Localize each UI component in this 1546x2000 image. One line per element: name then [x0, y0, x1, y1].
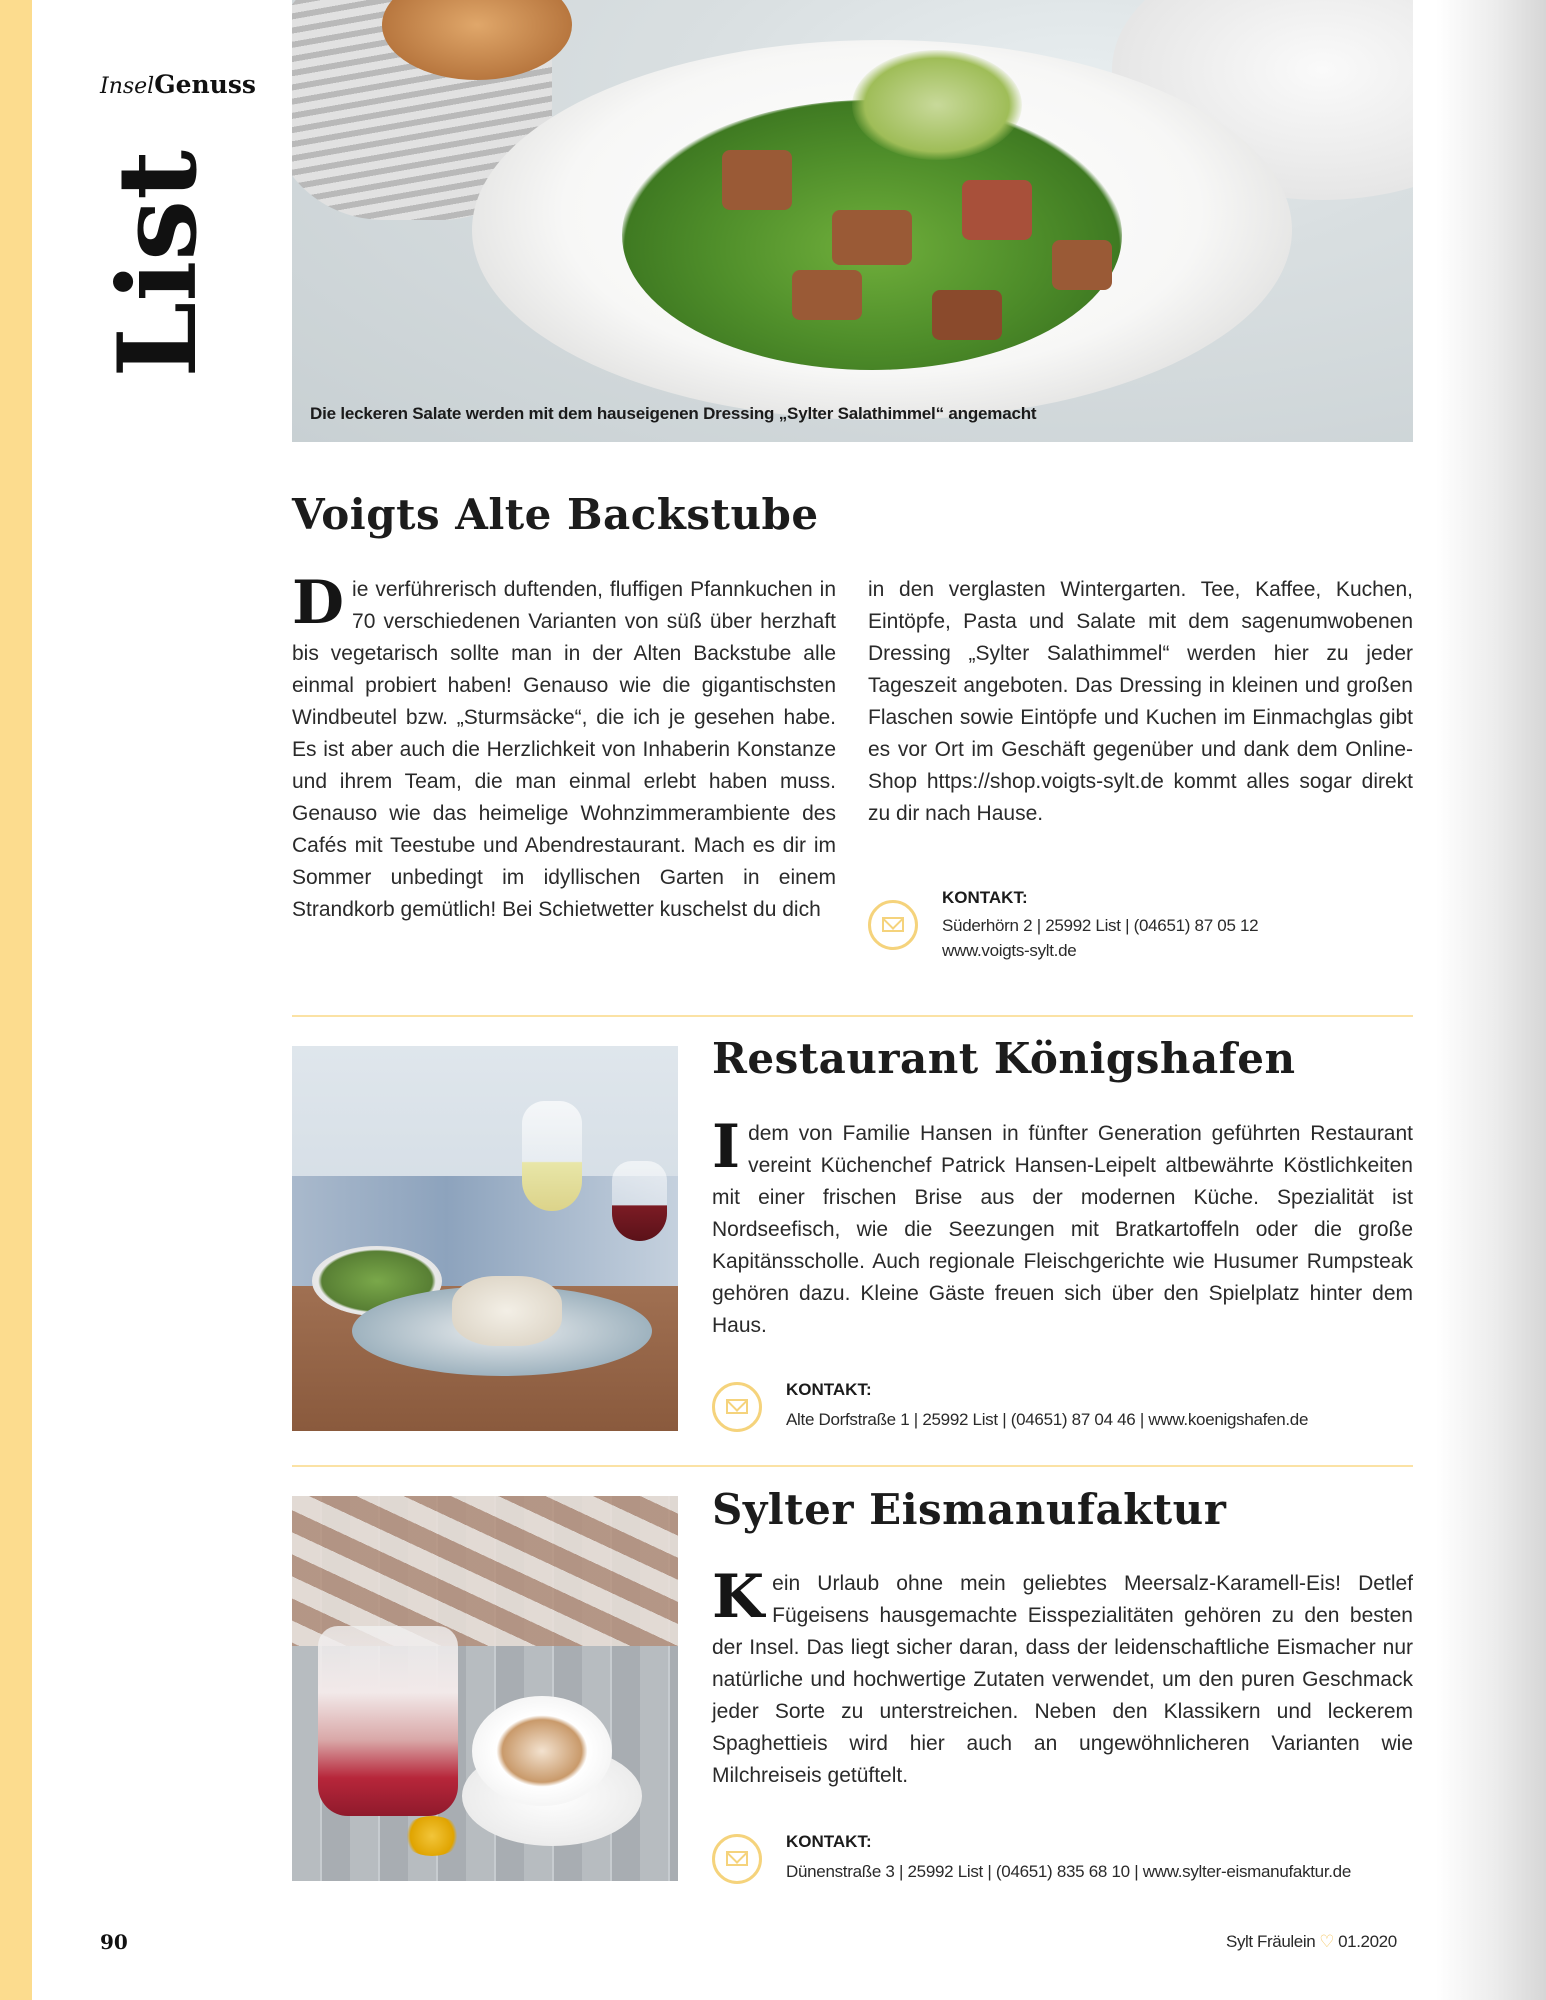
page-edge-accent: [0, 0, 32, 2000]
red-wine-glass: [612, 1161, 667, 1241]
hero-photo: [292, 0, 1413, 442]
article-text: ie verführerisch duftenden, fluffigen Pfannkuchen in 70 verschiedenen Varianten von süß über herzhaft bis vegetarisch sollte man in der Alten Backstube alle einmal probiert haben! Genauso wie die gigantischsten Windbeutel bzw. „Sturmsäcke“, die ich je gesehen habe. Es ist aber auch die Herzlichkeit von Inhaberin Konstanze und ihrem Team, die man einmal erlebt haben muss. Genauso wie das heimelige Wohnzimmerambiente des Cafés mit Teestube und Abendrestaurant. Mach es dir im Sommer unbedingt im idyllischen Garten in einem Strandkorb gemütlich! Bei Schietwetter kuschelst du dich: [292, 578, 836, 921]
issue-date: 01.2020: [1338, 1932, 1397, 1951]
contact-eismanufaktur: [712, 1832, 1413, 1892]
article-title-eismanufaktur: Sylter Eismanufaktur: [712, 1485, 1227, 1534]
envelope-icon: [712, 1834, 762, 1884]
brand-bold: Genuss: [154, 70, 256, 99]
coffee-cup: [472, 1696, 612, 1806]
meat-piece: [722, 150, 792, 210]
contact-label: KONTAKT:: [786, 1380, 872, 1399]
article-body-eismanufaktur: [712, 1562, 1413, 1792]
heart-icon: ♡: [1319, 1932, 1335, 1951]
envelope-icon: [712, 1382, 762, 1432]
meat-piece: [962, 180, 1032, 240]
restaurant-photo: [292, 1046, 678, 1431]
section-divider: [292, 1015, 1413, 1017]
contact-koenigshafen: [712, 1380, 1413, 1440]
deck-chair-stripes: [292, 1496, 678, 1646]
article-title-koenigshafen: Restaurant Königshafen: [712, 1034, 1296, 1083]
brand-script: Insel: [100, 74, 155, 99]
article-body-voigts-col1: [292, 568, 836, 926]
envelope-icon: [868, 900, 918, 950]
section-title-text: List: [95, 150, 221, 378]
contact-details[interactable]: Alte Dorfstraße 1 | 25992 List | (04651) 87 04 46 | www.koenigshafen.de: [786, 1410, 1309, 1429]
contact-label: KONTAKT:: [942, 888, 1028, 907]
yellow-flowers: [402, 1816, 462, 1856]
drop-cap: I: [712, 1112, 741, 1182]
drop-cap: D: [292, 568, 345, 638]
page-gutter-shadow: [1436, 0, 1546, 2000]
contact-details[interactable]: Dünenstraße 3 | 25992 List | (04651) 835 68 10 | www.sylter-eismanufaktur.de: [786, 1862, 1351, 1881]
contact-address: Süderhörn 2 | 25992 List | (04651) 87 05 12: [942, 916, 1259, 935]
article-body-voigts-col2: in den verglasten Wintergarten. Tee, Kaffee, Kuchen, Eintöpfe, Pasta und Salate mit dem sagenumwobenen Dressing „Sylter Salathimmel“ werden hier zu jeder Tageszeit angeboten. Das Dressing in kleinen und großen Flaschen sowie Eintöpfe und Kuchen im Einmachglas gibt es vor Ort im Geschäft gegenüber und dank dem Online-Shop https://shop.voigts-sylt.de kommt alles sogar direkt zu dir nach Hause.: [868, 578, 1413, 825]
footer-magazine: [1226, 1932, 1397, 1952]
article-text: ein Urlaub ohne mein geliebtes Meersalz-Karamell-Eis! Detlef Fügeisens hausgemachte Eisspezialitäten gehören zu den besten der Insel. Das liegt sicher daran, dass der leidenschaftliche Eismacher nur natürliche und hochwertige Zutaten verwendet, um den puren Geschmack jeder Sorte zu unterstreichen. Neben den Klassikern und leckerem Spaghettieis wird hier auch an ungewöhnlicheren Varianten wie Milchreiseis getüftelt.: [712, 1572, 1413, 1787]
article-title-voigts: Voigts Alte Backstube: [292, 490, 819, 539]
hero-caption: Die leckeren Salate werden mit dem hauseigenen Dressing „Sylter Salathimmel“ angemacht: [310, 404, 1037, 423]
magazine-name: Sylt Fräulein: [1226, 1932, 1316, 1951]
drop-cap: K: [712, 1562, 765, 1632]
meat-piece: [832, 210, 912, 265]
brand-logo: [100, 70, 256, 100]
page-number: 90: [100, 1930, 128, 1954]
meat-piece: [932, 290, 1002, 340]
cress-sprouts: [852, 50, 1022, 160]
meat-piece: [1052, 240, 1112, 290]
article-body-koenigshafen: [712, 1112, 1413, 1342]
white-wine-glass: [522, 1101, 582, 1211]
ice-cream-jar: [318, 1626, 458, 1816]
meat-piece: [792, 270, 862, 320]
contact-voigts: [868, 888, 1413, 968]
section-divider: [292, 1465, 1413, 1467]
contact-website[interactable]: www.voigts-sylt.de: [942, 941, 1077, 960]
article-text: dem von Familie Hansen in fünfter Generation geführten Restaurant vereint Küchenchef Patrick Hansen-Leipelt altbewährte Köstlichkeiten mit einer frischen Brise aus der modernen Küche. Spezialität ist Nordseefisch, wie die Seezungen mit Bratkartoffeln oder die große Kapitänsscholle. Auch regionale Fleischgerichte wie Husumer Rumpsteak gehören dazu. Kleine Gäste freuen sich über den Spielplatz hinter dem Haus.: [712, 1122, 1413, 1337]
ice-cream-photo: [292, 1496, 678, 1881]
contact-label: KONTAKT:: [786, 1832, 872, 1851]
fish-dish: [452, 1276, 562, 1346]
